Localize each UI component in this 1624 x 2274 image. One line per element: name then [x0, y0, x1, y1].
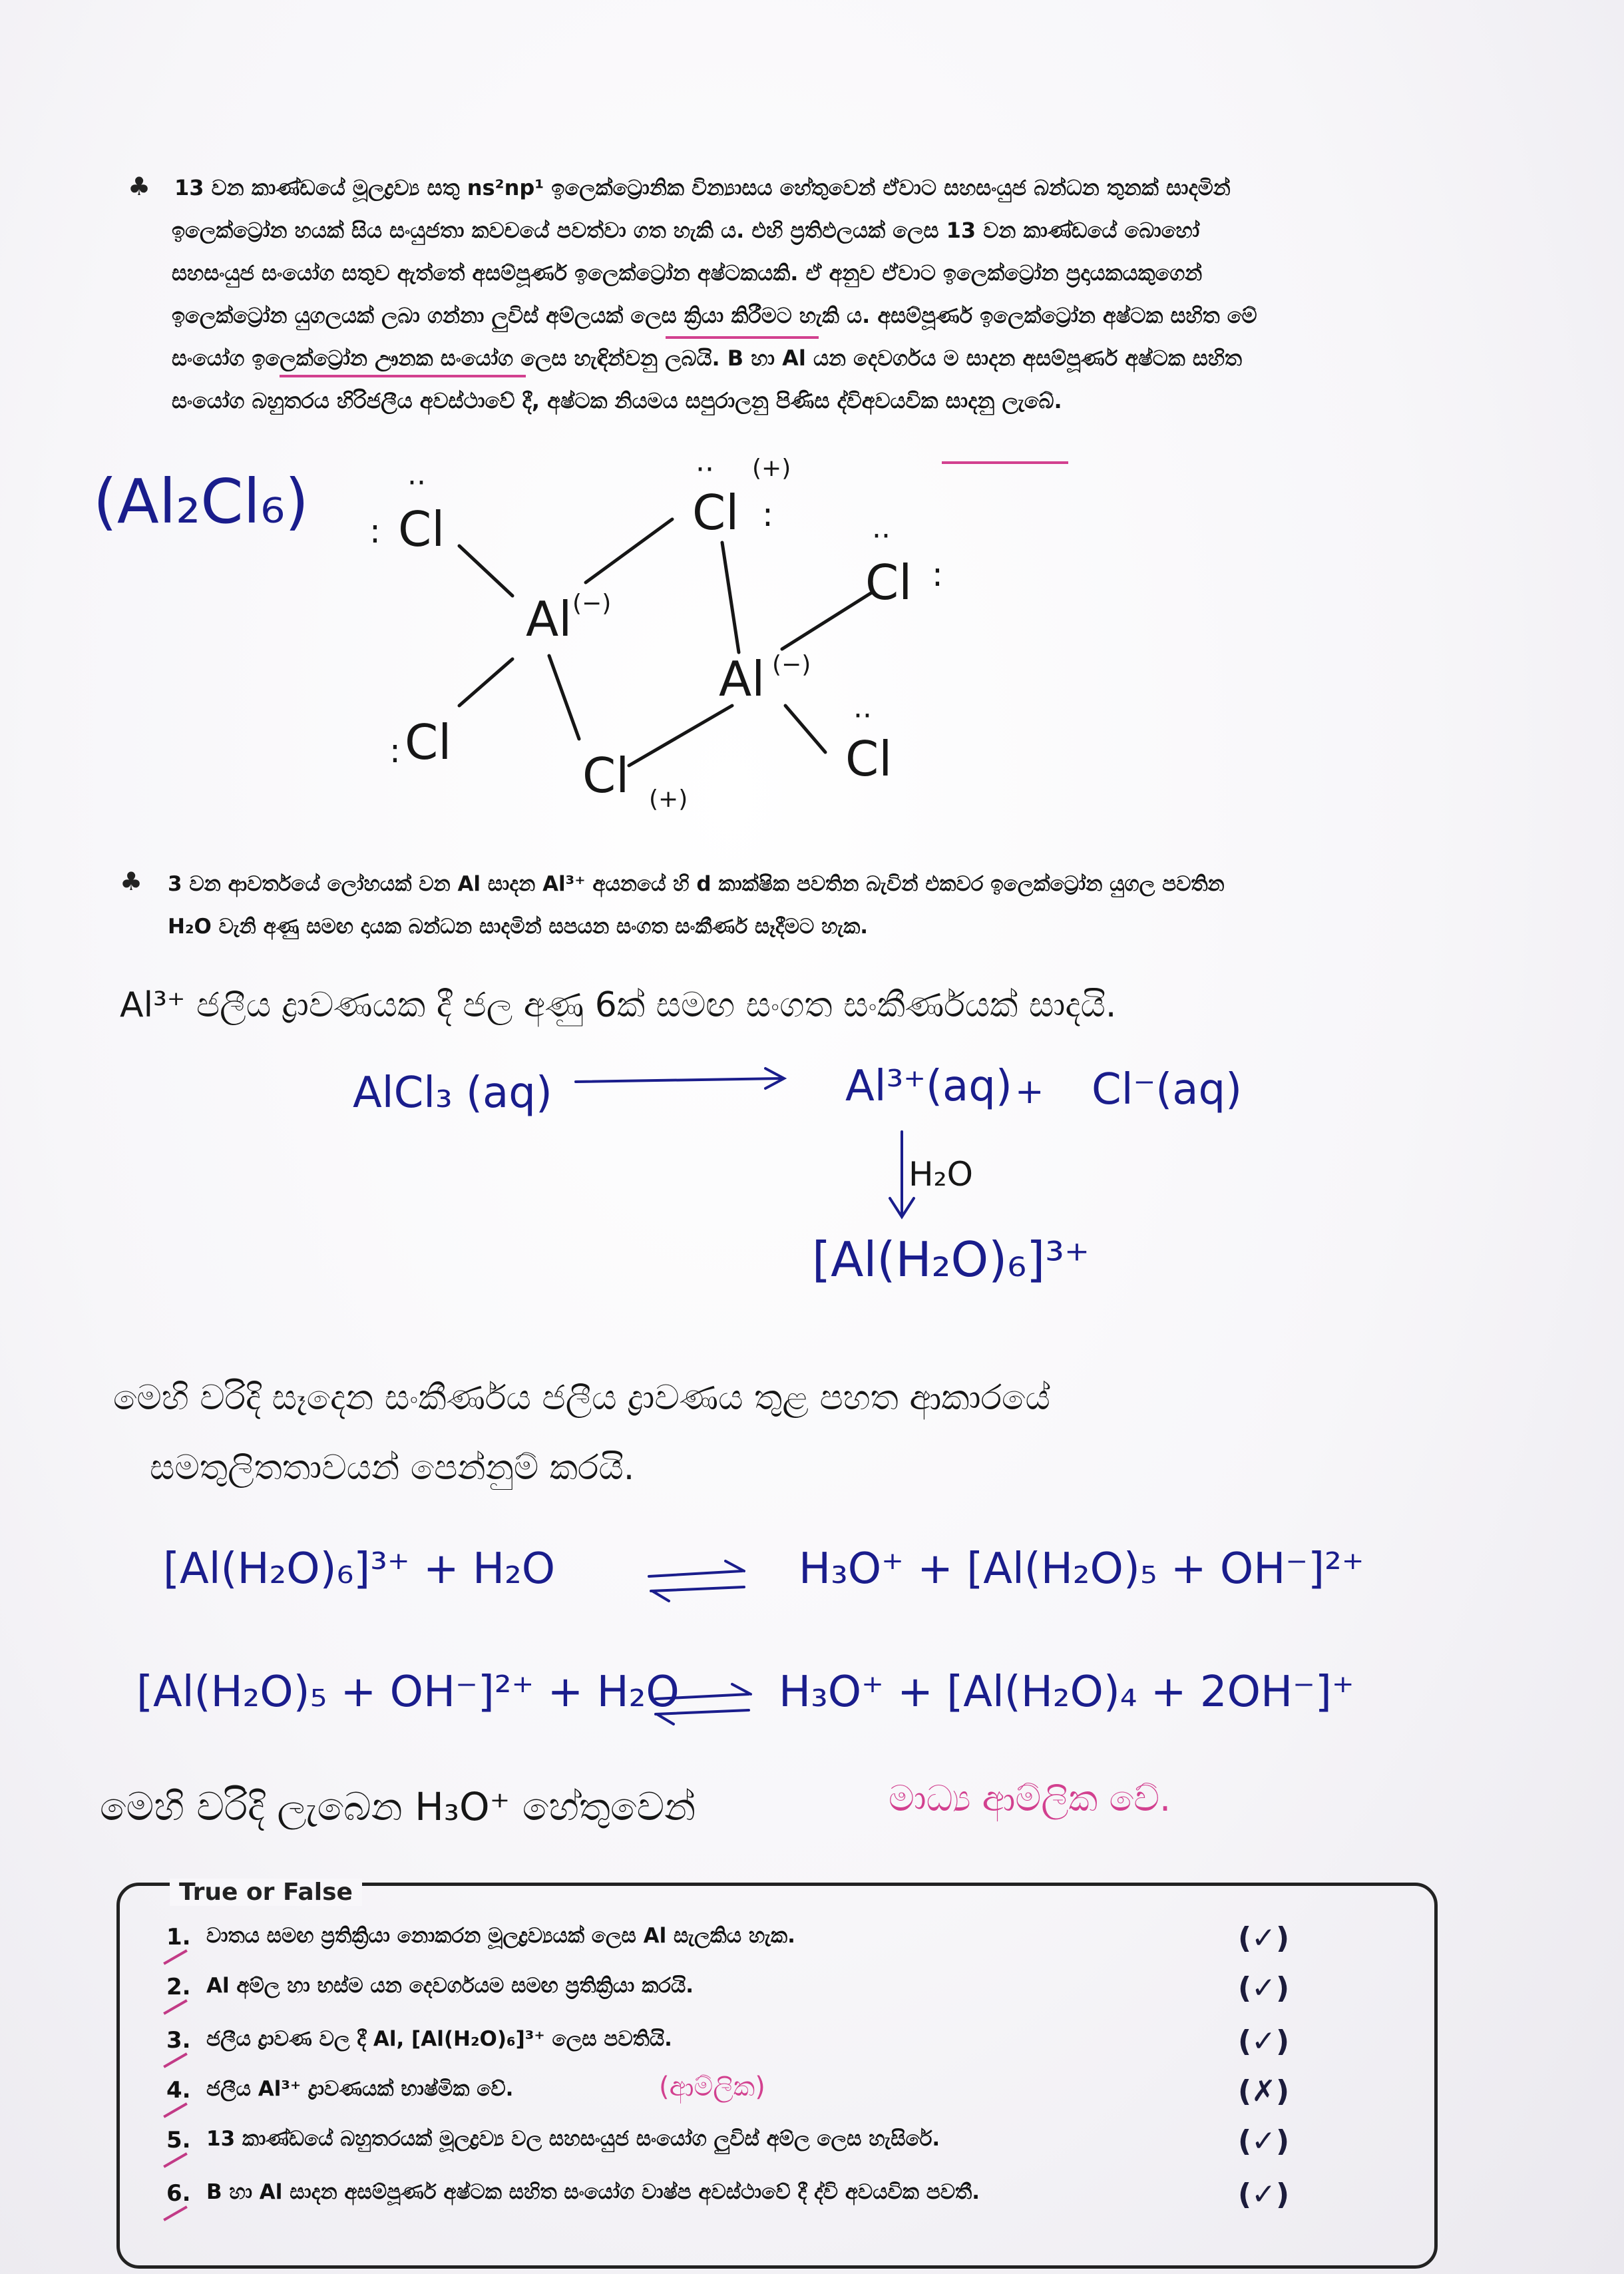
tf-number: 5. — [166, 2127, 191, 2154]
note-bullet-2-line1: මෙහි වරිදි සෑදෙන සංකීර්ණය ජලීය ද්‍රාවණය තුළ පහත ආකාරයේ — [113, 1378, 1050, 1418]
atom-al: Al — [719, 651, 765, 707]
intro-line: ඉලෙක්ට්‍රෝන හයක් සිය සංයුජතා කවචයේ පවත්වා ගත හැකි ය. එහි ප්‍රතිඵලයක් ලෙස 13 වන කාණ්ඩයේ බොහෝ — [172, 218, 1200, 243]
intro-line: ඉලෙක්ට්‍රෝන යුගලයක් ලබා ගන්නා ලුවිස් අම්ලයක් ලෙස ක්‍රියා කිරීමට හැකි ය. අසම්පූර්ණ ඉලෙක්ට්‍රෝන අෂ්ටක සහිත මේ — [172, 303, 1257, 328]
tf-number: 4. — [166, 2077, 191, 2104]
bullet-marker-1: ♣ — [128, 172, 151, 201]
atom-cl: Cl — [865, 555, 913, 610]
note-bullet-3-highlight: මාධ්‍ය ආම්ලික වේ. — [889, 1777, 1171, 1819]
eq3-left: [Al(H₂O)₅ + OH⁻]²⁺ + H₂O — [136, 1668, 680, 1717]
lone-pair: ·· — [407, 466, 426, 500]
lone-pair: ·· — [696, 453, 714, 487]
intro-line: සංයෝග බහුතරය හිරිජලීය අවස්ථාවේ දී, අෂ්ටක නියමය සපුරාලනු පිණිස ද්විඅවයවික සාදනු ලැබේ. — [172, 388, 1062, 413]
tf-answer: (✓) — [1238, 2177, 1290, 2211]
tf-answer: (✓) — [1238, 1971, 1290, 2005]
intro-line: 13 වන කාණ්ඩයේ මූලද්‍රව්‍ය සතු ns²np¹ ඉලෙක්ට්‍රොනික වින්‍යාසය හේතුවෙන් ඒවාට සහසංයුජ බන්ධන තුනක් සාදමින් — [174, 175, 1231, 200]
tf-item — [166, 2072, 1431, 2124]
intro-line: සංයෝග ඉලෙක්ට්‍රෝන ඌනක සංයෝග ලෙස හැඳින්වනු ලබයි. B හා Al යන දෙවර්ගය ම සාදන අසම්පූර්ණ අෂ්ටක සහිත — [172, 345, 1243, 371]
lone-pair: : — [369, 512, 381, 551]
lone-pair: : — [762, 495, 773, 534]
charge-label: (−) — [572, 590, 612, 617]
eq3-right: H₃O⁺ + [Al(H₂O)₄ + 2OH⁻]⁺ — [779, 1668, 1354, 1717]
eq1-plus: + — [1015, 1072, 1044, 1112]
atom-cl: Cl — [845, 731, 893, 787]
atom-cl: Cl — [398, 501, 445, 557]
tf-item — [166, 2177, 1431, 2227]
tf-statement: Al අම්ල හා භස්ම යන දෙවර්ගයම සමඟ ප්‍රතික්‍රියා කරයි. — [206, 1974, 694, 1998]
para2-line: 3 වන ආවර්තයේ ලෝහයක් වන Al සාදන Al³⁺ අයනයේ හි d කාක්ෂික පවතින බැවින් එකවර ඉලෙක්ට්‍රෝන යුගල පවතින — [168, 872, 1225, 896]
bullet-marker-2: ♣ — [120, 867, 143, 896]
lone-pair: : — [389, 732, 401, 770]
atom-cl: Cl — [692, 485, 739, 541]
tf-item — [166, 1921, 1431, 1970]
tf-item — [166, 2124, 1431, 2173]
eq2-left: [Al(H₂O)₆]³⁺ + H₂O — [163, 1544, 556, 1594]
eq1-right2: Cl⁻(aq) — [1092, 1065, 1243, 1114]
tf-number: 2. — [166, 1974, 191, 2000]
eq1-product: [Al(H₂O)₆]³⁺ — [812, 1232, 1090, 1287]
note-bullet-1: Al³⁺ ජලීය ද්‍රාවණයක දී ජල අණු 6ක් සමඟ සංගත සංකීර්ණයක් සාදයි. — [120, 985, 1117, 1025]
para2-line: H₂O වැනි අණු සමඟ දායක බන්ධන සාදමින් සපයන සංගත සංකීර්ණ සෑදීමට හැක. — [168, 915, 869, 939]
tf-statement: 13 කාණ්ඩයේ බහුතරයක් මූලද්‍රව්‍ය වල සහසංයුජ සංයෝග ලුවිස් අම්ල ලෙස හැසිරේ. — [206, 2127, 940, 2151]
tf-statement: B හා Al සාදන අසම්පූර්ණ අෂ්ටක සහිත සංයෝග වාෂ්ප අවස්ථාවේ දී ද්වි අවයවික පවතී. — [206, 2180, 980, 2204]
eq1-right1: Al³⁺(aq) — [845, 1062, 1012, 1111]
intro-line: සහසංයුජ සංයෝග සතුව ඇත්තේ අසම්පූර්ණ ඉලෙක්ට්‍රෝන අෂ්ටකයකි. ඒ අනුව ඒවාට ඉලෙක්ට්‍රෝන ප්‍රදායකයකුගෙන් — [172, 260, 1203, 286]
tf-statement: ජලීය Al³⁺ ද්‍රාවණයක් භාෂ්මික වේ. — [206, 2077, 514, 2101]
tf-number: 1. — [166, 1924, 191, 1950]
tf-item — [166, 1971, 1431, 2020]
tf-statement: ජලීය ද්‍රාවණ වල දී Al, [Al(H₂O)₆]³⁺ ලෙස පවතියි. — [206, 2027, 672, 2051]
formula-label: (Al₂Cl₆) — [93, 466, 309, 537]
charge-label: (+) — [752, 455, 791, 482]
true-false-title: True or False — [170, 1879, 362, 1906]
lone-pair: ·· — [872, 519, 891, 553]
tf-number: 6. — [166, 2180, 191, 2207]
eq1-arrow-label: H₂O — [909, 1155, 973, 1194]
note-bullet-3: මෙහි වරිදි ලැබෙන H₃O⁺ හේතුවෙන් — [100, 1784, 696, 1829]
charge-label: (−) — [772, 651, 811, 678]
tf-answer: (✓) — [1238, 2024, 1290, 2058]
tf-correction: (ආම්ලික) — [659, 2072, 765, 2102]
atom-al: Al — [526, 591, 572, 647]
eq1-left: AlCl₃ (aq) — [353, 1068, 552, 1118]
tf-statement: වාතය සමඟ ප්‍රතික්‍රියා නොකරන මූලද්‍රව්‍යයක් ලෙස Al සැලකිය හැක. — [206, 1924, 795, 1948]
lone-pair: : — [932, 555, 943, 594]
tf-item — [166, 2024, 1431, 2074]
tf-answer: (✓) — [1238, 1921, 1290, 1955]
eq2-right: H₃O⁺ + [Al(H₂O)₅ + OH⁻]²⁺ — [799, 1544, 1364, 1594]
tf-number: 3. — [166, 2027, 191, 2054]
note-bullet-2-line2: සමතුලිතතාවයන් පෙන්නුම් කරයි. — [150, 1448, 635, 1488]
atom-cl: Cl — [582, 748, 630, 803]
tf-answer: (✗) — [1238, 2074, 1290, 2108]
atom-cl: Cl — [405, 714, 452, 770]
tf-answer: (✓) — [1238, 2124, 1290, 2158]
charge-label: (+) — [649, 786, 688, 813]
lone-pair: ·· — [853, 699, 872, 733]
